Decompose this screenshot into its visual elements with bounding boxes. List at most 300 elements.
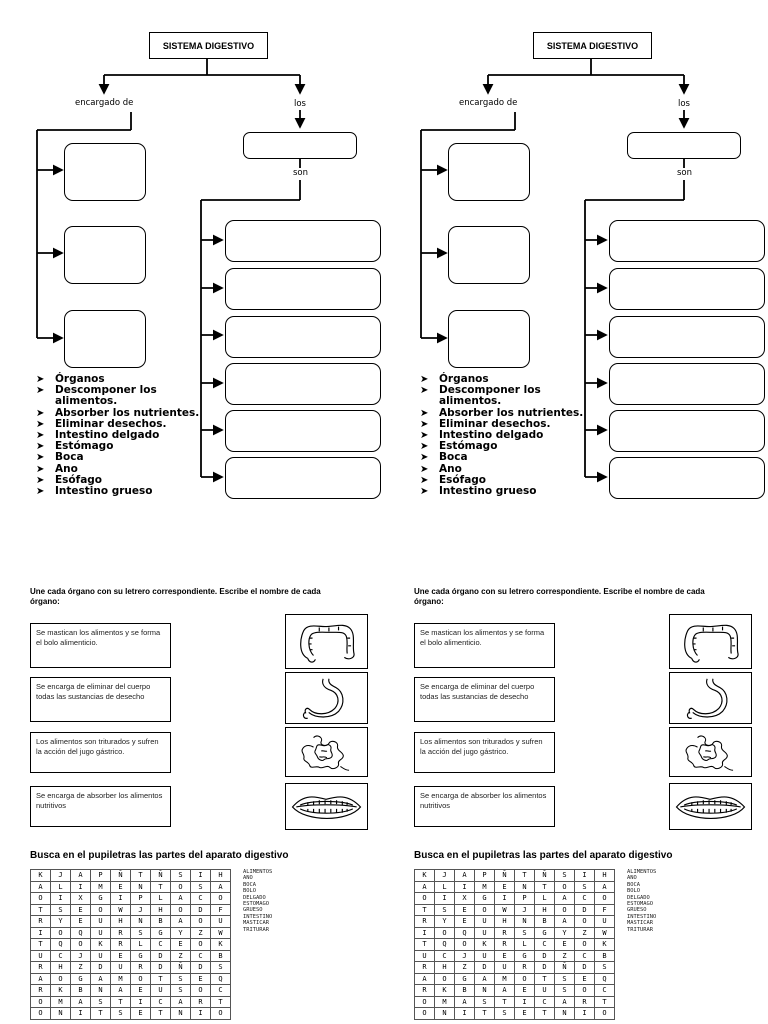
wordsearch-cell[interactable]: I [495,893,515,905]
wordsearch-cell[interactable]: L [515,939,535,951]
wordsearch-cell[interactable]: O [211,893,231,905]
wordsearch-cell[interactable]: Y [51,916,71,928]
wordsearch-cell[interactable]: S [171,973,191,985]
wordsearch-cell[interactable]: Q [595,973,615,985]
wordsearch-cell[interactable]: B [151,916,171,928]
wordsearch-cell[interactable]: H [535,904,555,916]
wordsearch-word: MASTICAR [627,920,653,927]
wordsearch-cell[interactable]: I [71,1008,91,1020]
wordsearch-cell[interactable]: Z [191,927,211,939]
wordsearch-cell[interactable]: J [515,904,535,916]
wordsearch-cell[interactable]: W [495,904,515,916]
wordsearch-cell[interactable]: S [191,881,211,893]
wordsearch-cell[interactable]: Q [211,973,231,985]
arrow-bullet-icon: ➤ [36,463,45,475]
wordsearch-cell[interactable]: T [31,939,51,951]
wordsearch-cell[interactable]: O [131,973,151,985]
answer-box-function-3[interactable] [64,310,146,368]
wordsearch-cell[interactable]: C [435,950,455,962]
wordsearch-cell[interactable]: A [211,881,231,893]
wordsearch-cell[interactable]: O [191,939,211,951]
wordsearch-cell[interactable]: I [111,893,131,905]
wordsearch-cell[interactable]: H [211,870,231,882]
wordsearch-cell[interactable]: M [475,881,495,893]
wordsearch-cell[interactable]: C [575,950,595,962]
answer-box-organ-4[interactable] [609,363,765,405]
arrow-bullet-icon: ➤ [420,374,429,385]
wordsearch-cell[interactable]: G [71,973,91,985]
wordsearch-cell[interactable]: M [495,973,515,985]
wordsearch-cell[interactable]: K [211,939,231,951]
wordsearch-cell[interactable]: O [31,1008,51,1020]
wordsearch-cell[interactable]: L [131,939,151,951]
wordsearch-cell[interactable]: T [495,996,515,1008]
wordsearch-cell[interactable]: E [515,1008,535,1020]
wordsearch-row [415,881,615,893]
wordsearch-cell[interactable]: B [455,985,475,997]
wordsearch-cell[interactable]: R [31,962,51,974]
wordsearch-cell[interactable]: S [595,962,615,974]
wordsearch-cell[interactable]: Ñ [535,870,555,882]
wordsearch-cell[interactable]: U [31,950,51,962]
wordsearch-cell[interactable]: I [575,1008,595,1020]
wordsearch-cell[interactable]: D [91,962,111,974]
wordsearch-cell[interactable]: R [31,985,51,997]
wordsearch-cell[interactable]: D [575,904,595,916]
wordsearch-cell[interactable]: D [191,904,211,916]
wordsearch-cell[interactable]: O [191,916,211,928]
wordsearch-cell[interactable]: W [211,927,231,939]
wordsearch-cell[interactable]: S [575,881,595,893]
wordsearch-cell[interactable]: C [211,985,231,997]
wordsearch-cell[interactable]: U [211,916,231,928]
wordsearch-cell[interactable]: T [111,996,131,1008]
wordsearch-cell[interactable]: I [575,870,595,882]
wordsearch-cell[interactable]: S [51,904,71,916]
wordsearch-cell[interactable]: N [131,916,151,928]
wordsearch-cell[interactable]: T [535,1008,555,1020]
wordsearch-cell[interactable]: N [475,985,495,997]
wordsearch-cell[interactable]: Z [455,962,475,974]
wordsearch-cell[interactable]: B [595,950,615,962]
wordsearch-cell[interactable]: L [51,881,71,893]
wordsearch-cell[interactable]: C [51,950,71,962]
wordsearch-cell[interactable]: G [475,893,495,905]
wordsearch-cell[interactable]: O [171,904,191,916]
wordsearch-cell[interactable]: H [495,916,515,928]
wordsearch-cell[interactable]: O [211,1008,231,1020]
wordsearch-cell[interactable]: O [555,881,575,893]
wordsearch-cell[interactable]: W [595,927,615,939]
wordsearch-cell[interactable]: R [415,962,435,974]
wordsearch-cell[interactable]: O [31,893,51,905]
answer-box-organ-6[interactable] [609,457,765,499]
wordsearch-cell[interactable]: O [595,893,615,905]
wordsearch-cell[interactable]: U [495,962,515,974]
wordsearch-cell[interactable]: O [575,985,595,997]
wordsearch-cell[interactable]: O [31,996,51,1008]
wordsearch-cell[interactable]: U [91,950,111,962]
wordsearch-cell[interactable]: I [31,927,51,939]
wordsearch-cell[interactable]: O [595,1008,615,1020]
answer-box-organ-1[interactable] [225,220,381,262]
wordsearch-cell[interactable]: Y [555,927,575,939]
wordsearch-cell[interactable]: S [475,996,495,1008]
wordsearch-cell[interactable]: C [535,996,555,1008]
wordsearch-cell[interactable]: A [71,996,91,1008]
wordsearch-cell[interactable]: R [415,916,435,928]
wordsearch-cell[interactable]: E [555,939,575,951]
wordsearch-cell[interactable]: T [595,996,615,1008]
wordsearch-cell[interactable]: Y [171,927,191,939]
wordsearch-cell[interactable]: R [495,927,515,939]
wordsearch-cell[interactable]: N [435,1008,455,1020]
wordsearch-cell[interactable]: K [31,870,51,882]
wordsearch-cell[interactable]: G [455,973,475,985]
wordsearch-cell[interactable]: E [71,904,91,916]
wordsearch-cell[interactable]: K [435,985,455,997]
wordsearch-cell[interactable]: S [171,985,191,997]
answer-box-function-3[interactable] [448,310,530,368]
wordsearch-word: GRUESO [627,907,647,914]
wordsearch-cell[interactable]: Ñ [495,870,515,882]
wordsearch-cell[interactable]: R [111,939,131,951]
wordsearch-cell[interactable]: H [51,962,71,974]
wordsearch-cell[interactable]: G [91,893,111,905]
wordsearch-cell[interactable]: A [171,916,191,928]
wordsearch-cell[interactable]: R [415,985,435,997]
wordsearch-cell[interactable]: C [191,950,211,962]
wordsearch-cell[interactable]: R [495,939,515,951]
wordsearch-cell[interactable]: P [475,870,495,882]
wordsearch-cell[interactable]: A [111,985,131,997]
wordsearch-cell[interactable]: K [91,939,111,951]
wordsearch-cell[interactable]: S [211,962,231,974]
wordsearch-cell[interactable]: R [515,962,535,974]
word-bank-item: ➤ Eliminar desechos. [420,417,551,430]
wordsearch-cell[interactable]: Q [455,927,475,939]
wordsearch-cell[interactable]: T [475,1008,495,1020]
answer-box-organ-5[interactable] [225,410,381,452]
answer-box-organ-2[interactable] [609,268,765,310]
wordsearch-cell[interactable]: B [71,985,91,997]
wordsearch-cell[interactable]: C [151,939,171,951]
wordsearch-cell[interactable]: A [555,996,575,1008]
wordsearch-cell[interactable]: E [111,950,131,962]
wordsearch-cell[interactable]: C [595,985,615,997]
wordsearch-cell[interactable]: E [131,985,151,997]
wordsearch-cell[interactable]: M [435,996,455,1008]
wordsearch-cell[interactable]: E [171,939,191,951]
word-bank-item: ➤ Estómago [36,440,114,453]
wordsearch-cell[interactable]: A [475,973,495,985]
wordsearch-cell[interactable]: I [131,996,151,1008]
wordsearch-title: Busca en el pupiletras las partes del aparato digestivo [30,850,289,861]
wordsearch-cell[interactable]: K [595,939,615,951]
wordsearch-cell[interactable]: S [555,870,575,882]
wordsearch-cell[interactable]: I [51,893,71,905]
wordsearch-cell[interactable]: N [131,881,151,893]
wordsearch-cell[interactable]: D [475,962,495,974]
wordsearch-cell[interactable]: T [91,1008,111,1020]
wordsearch-cell[interactable]: H [151,904,171,916]
wordsearch-cell[interactable]: O [575,916,595,928]
answer-box-function-1[interactable] [448,143,530,201]
wordsearch-cell[interactable]: E [71,916,91,928]
wordsearch-cell[interactable]: U [475,927,495,939]
wordsearch-cell[interactable]: O [515,973,535,985]
wordsearch-cell[interactable]: P [131,893,151,905]
answer-box-organs[interactable] [627,132,741,159]
wordsearch-cell[interactable]: T [415,904,435,916]
wordsearch-cell[interactable]: D [151,962,171,974]
wordsearch-cell[interactable]: E [191,973,211,985]
wordsearch-cell[interactable]: F [211,904,231,916]
wordsearch-cell[interactable]: T [151,973,171,985]
wordsearch-cell[interactable]: E [131,1008,151,1020]
wordsearch-cell[interactable]: X [71,893,91,905]
wordsearch-cell[interactable]: O [415,996,435,1008]
wordsearch-cell[interactable]: K [475,939,495,951]
wordsearch-cell[interactable]: A [31,881,51,893]
wordsearch-word: BOCA [627,881,640,888]
wordsearch-word: ALIMENTOS [627,869,657,875]
wordsearch-cell[interactable]: S [515,927,535,939]
wordsearch-cell[interactable]: Y [435,916,455,928]
wordsearch-cell[interactable]: E [515,985,535,997]
wordsearch-cell[interactable]: U [475,916,495,928]
wordsearch-cell[interactable]: M [51,996,71,1008]
wordsearch-cell[interactable]: R [111,927,131,939]
wordsearch-cell[interactable]: U [111,962,131,974]
wordsearch-cell[interactable]: O [71,939,91,951]
answer-box-organ-4[interactable] [225,363,381,405]
wordsearch-cell[interactable]: Ñ [111,870,131,882]
wordsearch-cell[interactable]: S [131,927,151,939]
wordsearch-cell[interactable]: T [151,1008,171,1020]
wordsearch-cell[interactable]: B [211,950,231,962]
wordsearch-cell[interactable]: E [455,916,475,928]
wordsearch-cell[interactable]: A [71,870,91,882]
wordsearch-cell[interactable]: M [91,881,111,893]
answer-box-organ-2[interactable] [225,268,381,310]
wordsearch-cell[interactable]: R [575,996,595,1008]
wordsearch-cell[interactable]: E [575,973,595,985]
wordsearch-cell[interactable]: T [535,881,555,893]
wordsearch-cell[interactable]: W [111,904,131,916]
answer-box-function-2[interactable] [448,226,530,284]
wordsearch-cell[interactable]: A [415,973,435,985]
wordsearch-cell[interactable]: F [595,904,615,916]
answer-box-organs[interactable] [243,132,357,159]
wordsearch-cell[interactable]: I [515,996,535,1008]
wordsearch-cell[interactable]: I [435,893,455,905]
wordsearch-cell[interactable]: I [455,881,475,893]
wordsearch-cell[interactable]: O [191,985,211,997]
wordsearch-cell[interactable]: K [51,985,71,997]
wordsearch-cell[interactable]: J [455,950,475,962]
wordsearch-cell[interactable]: Q [51,939,71,951]
wordsearch-cell[interactable]: O [51,927,71,939]
wordsearch-cell[interactable]: T [151,881,171,893]
answer-box-organ-6[interactable] [225,457,381,499]
wordsearch-cell[interactable]: S [171,870,191,882]
wordsearch-cell[interactable]: O [435,973,455,985]
wordsearch-cell[interactable]: D [191,962,211,974]
wordsearch-cell[interactable]: I [71,881,91,893]
wordsearch-cell[interactable]: U [595,916,615,928]
wordsearch-cell[interactable]: A [31,973,51,985]
wordsearch-cell[interactable]: Q [71,927,91,939]
wordsearch-cell[interactable]: A [495,985,515,997]
wordsearch-cell[interactable]: O [555,904,575,916]
wordsearch-cell[interactable]: H [111,916,131,928]
wordsearch-cell[interactable]: E [495,881,515,893]
wordsearch-cell[interactable]: A [455,870,475,882]
wordsearch-cell[interactable]: A [171,996,191,1008]
wordsearch-cell[interactable]: T [515,870,535,882]
wordsearch-cell[interactable]: Ñ [171,962,191,974]
wordsearch-cell[interactable]: O [415,893,435,905]
wordsearch-cell[interactable]: H [595,870,615,882]
wordsearch-cell[interactable]: C [151,996,171,1008]
wordsearch-cell[interactable]: Ñ [151,870,171,882]
wordsearch-cell[interactable]: U [151,985,171,997]
wordsearch-cell[interactable]: I [191,870,211,882]
wordsearch-cell[interactable]: T [415,939,435,951]
wordsearch-cell[interactable]: O [51,973,71,985]
wordsearch-cell[interactable]: P [91,870,111,882]
wordsearch-cell[interactable]: I [455,1008,475,1020]
wordsearch-cell[interactable]: I [415,927,435,939]
wordsearch-cell[interactable]: A [415,881,435,893]
answer-box-organ-3[interactable] [225,316,381,358]
wordsearch-cell[interactable]: O [91,904,111,916]
wordsearch-cell[interactable]: U [475,950,495,962]
wordsearch-cell[interactable]: H [435,962,455,974]
answer-box-organ-1[interactable] [609,220,765,262]
wordsearch-cell[interactable]: L [151,893,171,905]
wordsearch-cell[interactable]: A [555,916,575,928]
wordsearch-cell[interactable]: U [91,927,111,939]
matching-description-4: Se encarga de absorber los alimentos nutritivos [30,786,171,827]
wordsearch-cell[interactable]: D [575,962,595,974]
wordsearch-cell[interactable]: O [475,904,495,916]
wordsearch-cell[interactable]: O [415,1008,435,1020]
wordsearch-cell[interactable]: A [171,893,191,905]
wordsearch-cell[interactable]: E [495,950,515,962]
word-bank-item: ➤ Esófago [36,473,103,486]
wordsearch-cell[interactable]: J [51,870,71,882]
wordsearch-cell[interactable]: C [535,939,555,951]
wordsearch-cell[interactable]: O [171,881,191,893]
wordsearch-cell[interactable]: K [415,870,435,882]
word-bank-item: ➤ Órganos [420,373,489,385]
wordsearch-cell[interactable]: S [91,996,111,1008]
wordsearch-cell[interactable]: P [515,893,535,905]
wordsearch-cell[interactable]: J [131,904,151,916]
wordsearch-cell[interactable]: D [535,950,555,962]
wordsearch-cell[interactable]: S [111,1008,131,1020]
wordsearch-cell[interactable]: U [415,950,435,962]
wordsearch-cell[interactable]: J [71,950,91,962]
wordsearch-cell[interactable]: Z [71,962,91,974]
word-bank-item: ➤ Intestino delgado [36,429,160,442]
right-branch-label: los [678,99,690,109]
wordsearch-cell[interactable]: L [535,893,555,905]
wordsearch-cell[interactable]: N [51,1008,71,1020]
wordsearch-cell[interactable]: A [455,996,475,1008]
wordsearch-cell[interactable]: I [191,1008,211,1020]
wordsearch-cell[interactable]: G [151,927,171,939]
answer-box-organ-5[interactable] [609,410,765,452]
wordsearch-cell[interactable]: M [111,973,131,985]
wordsearch-cell[interactable]: C [191,893,211,905]
wordsearch-cell[interactable]: N [555,1008,575,1020]
wordsearch-cell[interactable]: N [515,916,535,928]
wordsearch-cell[interactable]: G [131,950,151,962]
wordsearch-cell[interactable]: Q [435,939,455,951]
wordsearch-cell[interactable]: N [515,881,535,893]
wordsearch-cell[interactable]: U [535,985,555,997]
wordsearch-cell[interactable]: S [555,985,575,997]
wordsearch-cell[interactable]: X [455,893,475,905]
wordsearch-cell[interactable]: O [435,927,455,939]
wordsearch-cell[interactable]: S [495,1008,515,1020]
wordsearch-cell[interactable]: T [211,996,231,1008]
wordsearch-cell[interactable]: Z [575,927,595,939]
wordsearch-cell[interactable]: N [171,1008,191,1020]
wordsearch-cell[interactable]: D [151,950,171,962]
wordsearch-row [415,893,615,905]
wordsearch-cell[interactable]: J [435,870,455,882]
wordsearch-cell[interactable]: D [535,962,555,974]
wordsearch-cell[interactable]: U [91,916,111,928]
wordsearch-cell[interactable]: O [575,939,595,951]
wordsearch-cell[interactable]: S [435,904,455,916]
wordsearch-cell[interactable]: T [31,904,51,916]
wordsearch-cell[interactable]: B [535,916,555,928]
wordsearch-cell[interactable]: T [535,973,555,985]
wordsearch-cell[interactable]: R [31,916,51,928]
wordsearch-cell[interactable]: A [91,973,111,985]
wordsearch-cell[interactable]: Ñ [555,962,575,974]
wordsearch-cell[interactable]: S [555,973,575,985]
wordsearch-cell[interactable]: G [535,927,555,939]
answer-box-function-2[interactable] [64,226,146,284]
wordsearch-cell[interactable]: G [515,950,535,962]
wordsearch-cell[interactable]: Z [171,950,191,962]
wordsearch-title: Busca en el pupiletras las partes del aparato digestivo [414,850,673,861]
wordsearch-cell[interactable]: R [131,962,151,974]
word-bank-item: ➤ Ano [420,462,462,475]
answer-box-function-1[interactable] [64,143,146,201]
wordsearch-cell[interactable]: A [595,881,615,893]
wordsearch-cell[interactable]: A [555,893,575,905]
wordsearch-cell[interactable]: O [455,939,475,951]
answer-box-organ-3[interactable] [609,316,765,358]
wordsearch-cell[interactable]: L [435,881,455,893]
wordsearch-cell[interactable]: N [91,985,111,997]
wordsearch-cell[interactable]: E [455,904,475,916]
wordsearch-row [415,927,615,939]
arrow-bullet-icon: ➤ [36,474,45,486]
wordsearch-cell[interactable]: Z [555,950,575,962]
wordsearch-cell[interactable]: T [131,870,151,882]
wordsearch-cell[interactable]: C [575,893,595,905]
wordsearch-cell[interactable]: E [111,881,131,893]
wordsearch-cell[interactable]: R [191,996,211,1008]
